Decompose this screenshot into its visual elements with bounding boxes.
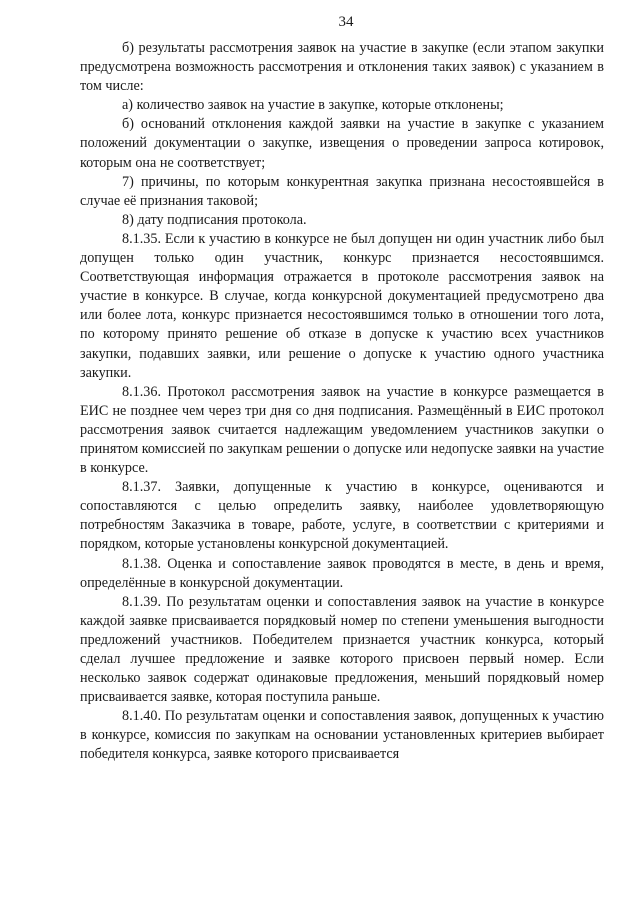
paragraph-b-rejection-grounds: б) оснований отклонения каждой заявки на участие в закупке с указанием положений документации о закупке, извещения о проведении запроса котировок, которым она не соответствует; xyxy=(80,116,604,171)
paragraph-8-1-37: 8.1.37. Заявки, допущенные к участию в конкурсе, оцениваются и сопоставляются с целью определить заявку, наиболее удовлетворяющую потребностям Заказчика в товаре, работе, услуге, в соответствии с критериями и порядком, которые установлены конкурсной документацией. xyxy=(80,479,604,553)
paragraph-6-results: б) результаты рассмотрения заявок на участие в закупке (если этапом закупки предусмотрена возможность рассмотрения и отклонения таких заявок) с указанием в том числе: xyxy=(80,40,604,95)
paragraph-8-1-40: 8.1.40. По результатам оценки и сопоставления заявок, допущенных к участию в конкурсе, комиссия по закупкам на основании установленных критериев выбирает победителя конкурса, заявке которого присваивается xyxy=(80,708,604,763)
paragraph-8-1-35: 8.1.35. Если к участию в конкурсе не был допущен ни один участник либо был допущен только один участник, конкурс признается несостоявшимся. Соответствующая информация отражается в протоколе рассмотрения заявок на участие в конкурсе. В случае, когда конкурсной документацией предусмотрено два или более лота, конкурс признается несостоявшимся только в отношении того лота, по которому принято решение об отказе в допуске к участию всех участников закупки, подавших заявки, или решение о допуске к участию одного участника закупки. xyxy=(80,230,604,381)
paragraph-8-1-39: 8.1.39. По результатам оценки и сопоставления заявок на участие в конкурсе каждой заявке присваивается порядковый номер по степени уменьшения выгодности предложений участников. Победителем признается участник конкурса, который сделал лучшее предложение и заявке которого присвоен первый номер. Если несколько заявок содержат одинаковые предложения, меньший порядковый номер присваивается заявке, которая поступила раньше. xyxy=(80,593,604,706)
paragraph-7-reasons: 7) причины, по которым конкурентная закупка признана несостоявшейся в случае её признания таковой; xyxy=(80,173,604,209)
paragraph-8-signing-date: 8) дату подписания протокола. xyxy=(122,211,307,228)
page-number: 34 xyxy=(338,14,354,30)
paragraph-8-1-38: 8.1.38. Оценка и сопоставление заявок проводятся в месте, в день и время, определённые в конкурсной документации. xyxy=(80,555,604,591)
paragraph-8-1-36: 8.1.36. Протокол рассмотрения заявок на участие в конкурсе размещается в ЕИС не позднее чем через три дня со дня подписания. Размещённый в ЕИС протокол рассмотрения заявок считается надлежащим уведомлением участников закупки о принятом комиссией по закупкам решении о допуске или недопуске заявки на участие в конкурсе. xyxy=(80,383,604,477)
paragraph-a-rejected-count: а) количество заявок на участие в закупке, которые отклонены; xyxy=(122,97,504,114)
